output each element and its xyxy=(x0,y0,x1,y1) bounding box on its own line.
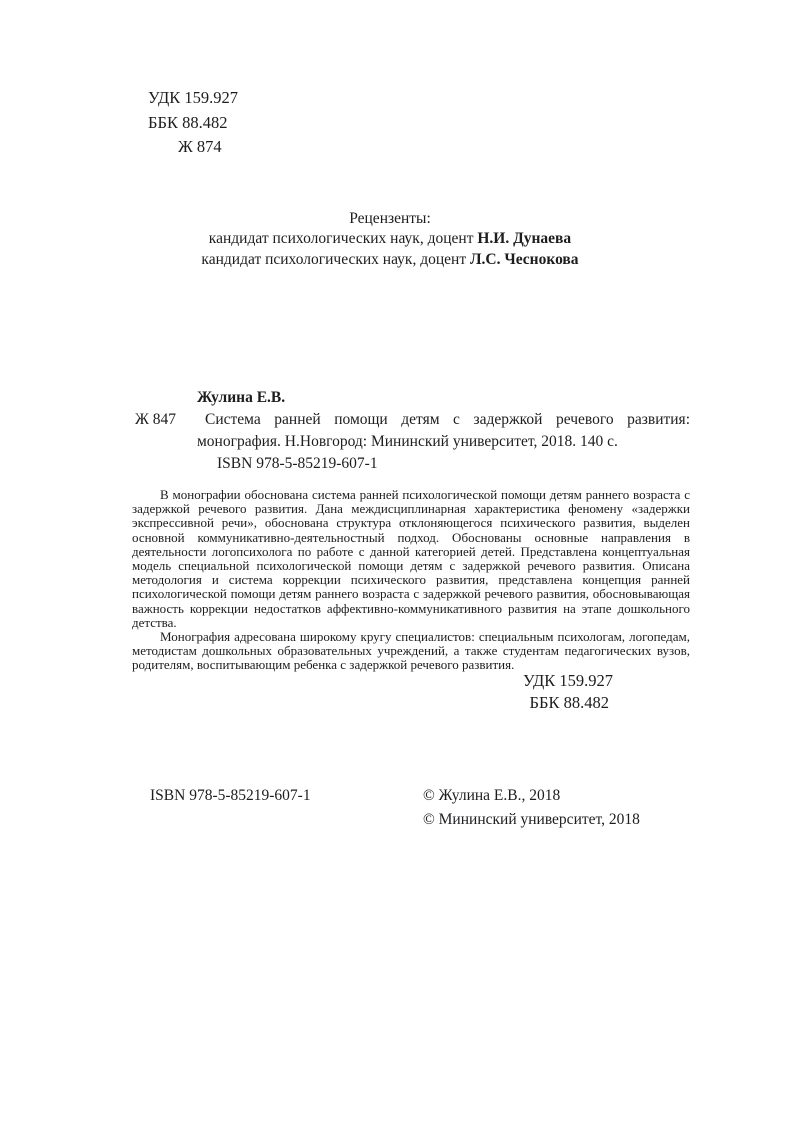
citation-catalog-code: Ж 847 xyxy=(135,410,177,428)
copyright-line-university: © Мининский университет, 2018 xyxy=(423,811,640,829)
reviewer-name: Н.И. Дунаева xyxy=(477,230,572,248)
author-sign-code: Ж 874 xyxy=(178,137,222,157)
reviewers-block xyxy=(0,209,780,270)
reviewer-degree: кандидат психологических наук, доцент xyxy=(208,230,478,248)
reviewers-heading: Рецензенты: xyxy=(349,210,431,227)
annotation-block xyxy=(132,488,690,673)
copyright-block xyxy=(423,784,640,832)
reviewer-line xyxy=(0,229,780,249)
annotation-paragraph: Монография адресована широкому кругу специалистов: специальным психологам, логопедам, методистам дошкольных образовательных учреждений, а также студентам педагогических вузов, родителям, воспитывающим ребенка с задержкой речевого развития. xyxy=(132,629,690,673)
bbk-code: ББК 88.482 xyxy=(148,112,228,132)
udk-code: УДК 159.927 xyxy=(148,88,239,107)
citation-entry xyxy=(132,409,690,453)
reviewer-line xyxy=(0,250,780,270)
top-bibliographic-codes xyxy=(148,86,238,160)
bbk-code: ББК 88.482 xyxy=(529,693,609,713)
reviewer-degree: кандидат психологических наук, доцент xyxy=(201,250,470,268)
bottom-bibliographic-codes xyxy=(523,670,613,714)
annotation-paragraph: В монографии обоснована система ранней психологической помощи детям раннего возраста с задержкой речевого развития. Дана междисциплинарная характеристика феномену «задержки экспрессивной речи», обоснована структура отклоняющегося психического развития, выделен основной коммуникативно-деятельностный подход. Обоснованы основные направления в деятельности логопсихолога по работе с данной категорией детей. Представлена концептуальная модель специальной психологической помощи детям с задержкой речевого развития. Описана методология и система коррекции психического развития, представлена концепция ранней психологической помощи детям раннего возраста с задержкой речевого развития, обосновывающая важность коррекции недостатков аффективно-коммуникативного развития на этапе дошкольного детства. xyxy=(132,487,690,630)
copyright-line-author: © Жулина Е.В., 2018 xyxy=(423,787,561,804)
citation-isbn: ISBN 978-5-85219-607-1 xyxy=(217,454,378,472)
footer-isbn: ISBN 978-5-85219-607-1 xyxy=(150,787,311,804)
citation-author: Жулина Е.В. xyxy=(197,389,286,406)
reviewer-name: Л.С. Чеснокова xyxy=(469,250,579,268)
udk-code: УДК 159.927 xyxy=(522,671,613,690)
catalog-citation-block xyxy=(132,387,690,475)
citation-description: Система ранней помощи детям с задержкой речевого развития: монография. Н.Новгород: Мининский университет, 2018. 140 с. xyxy=(197,410,690,450)
